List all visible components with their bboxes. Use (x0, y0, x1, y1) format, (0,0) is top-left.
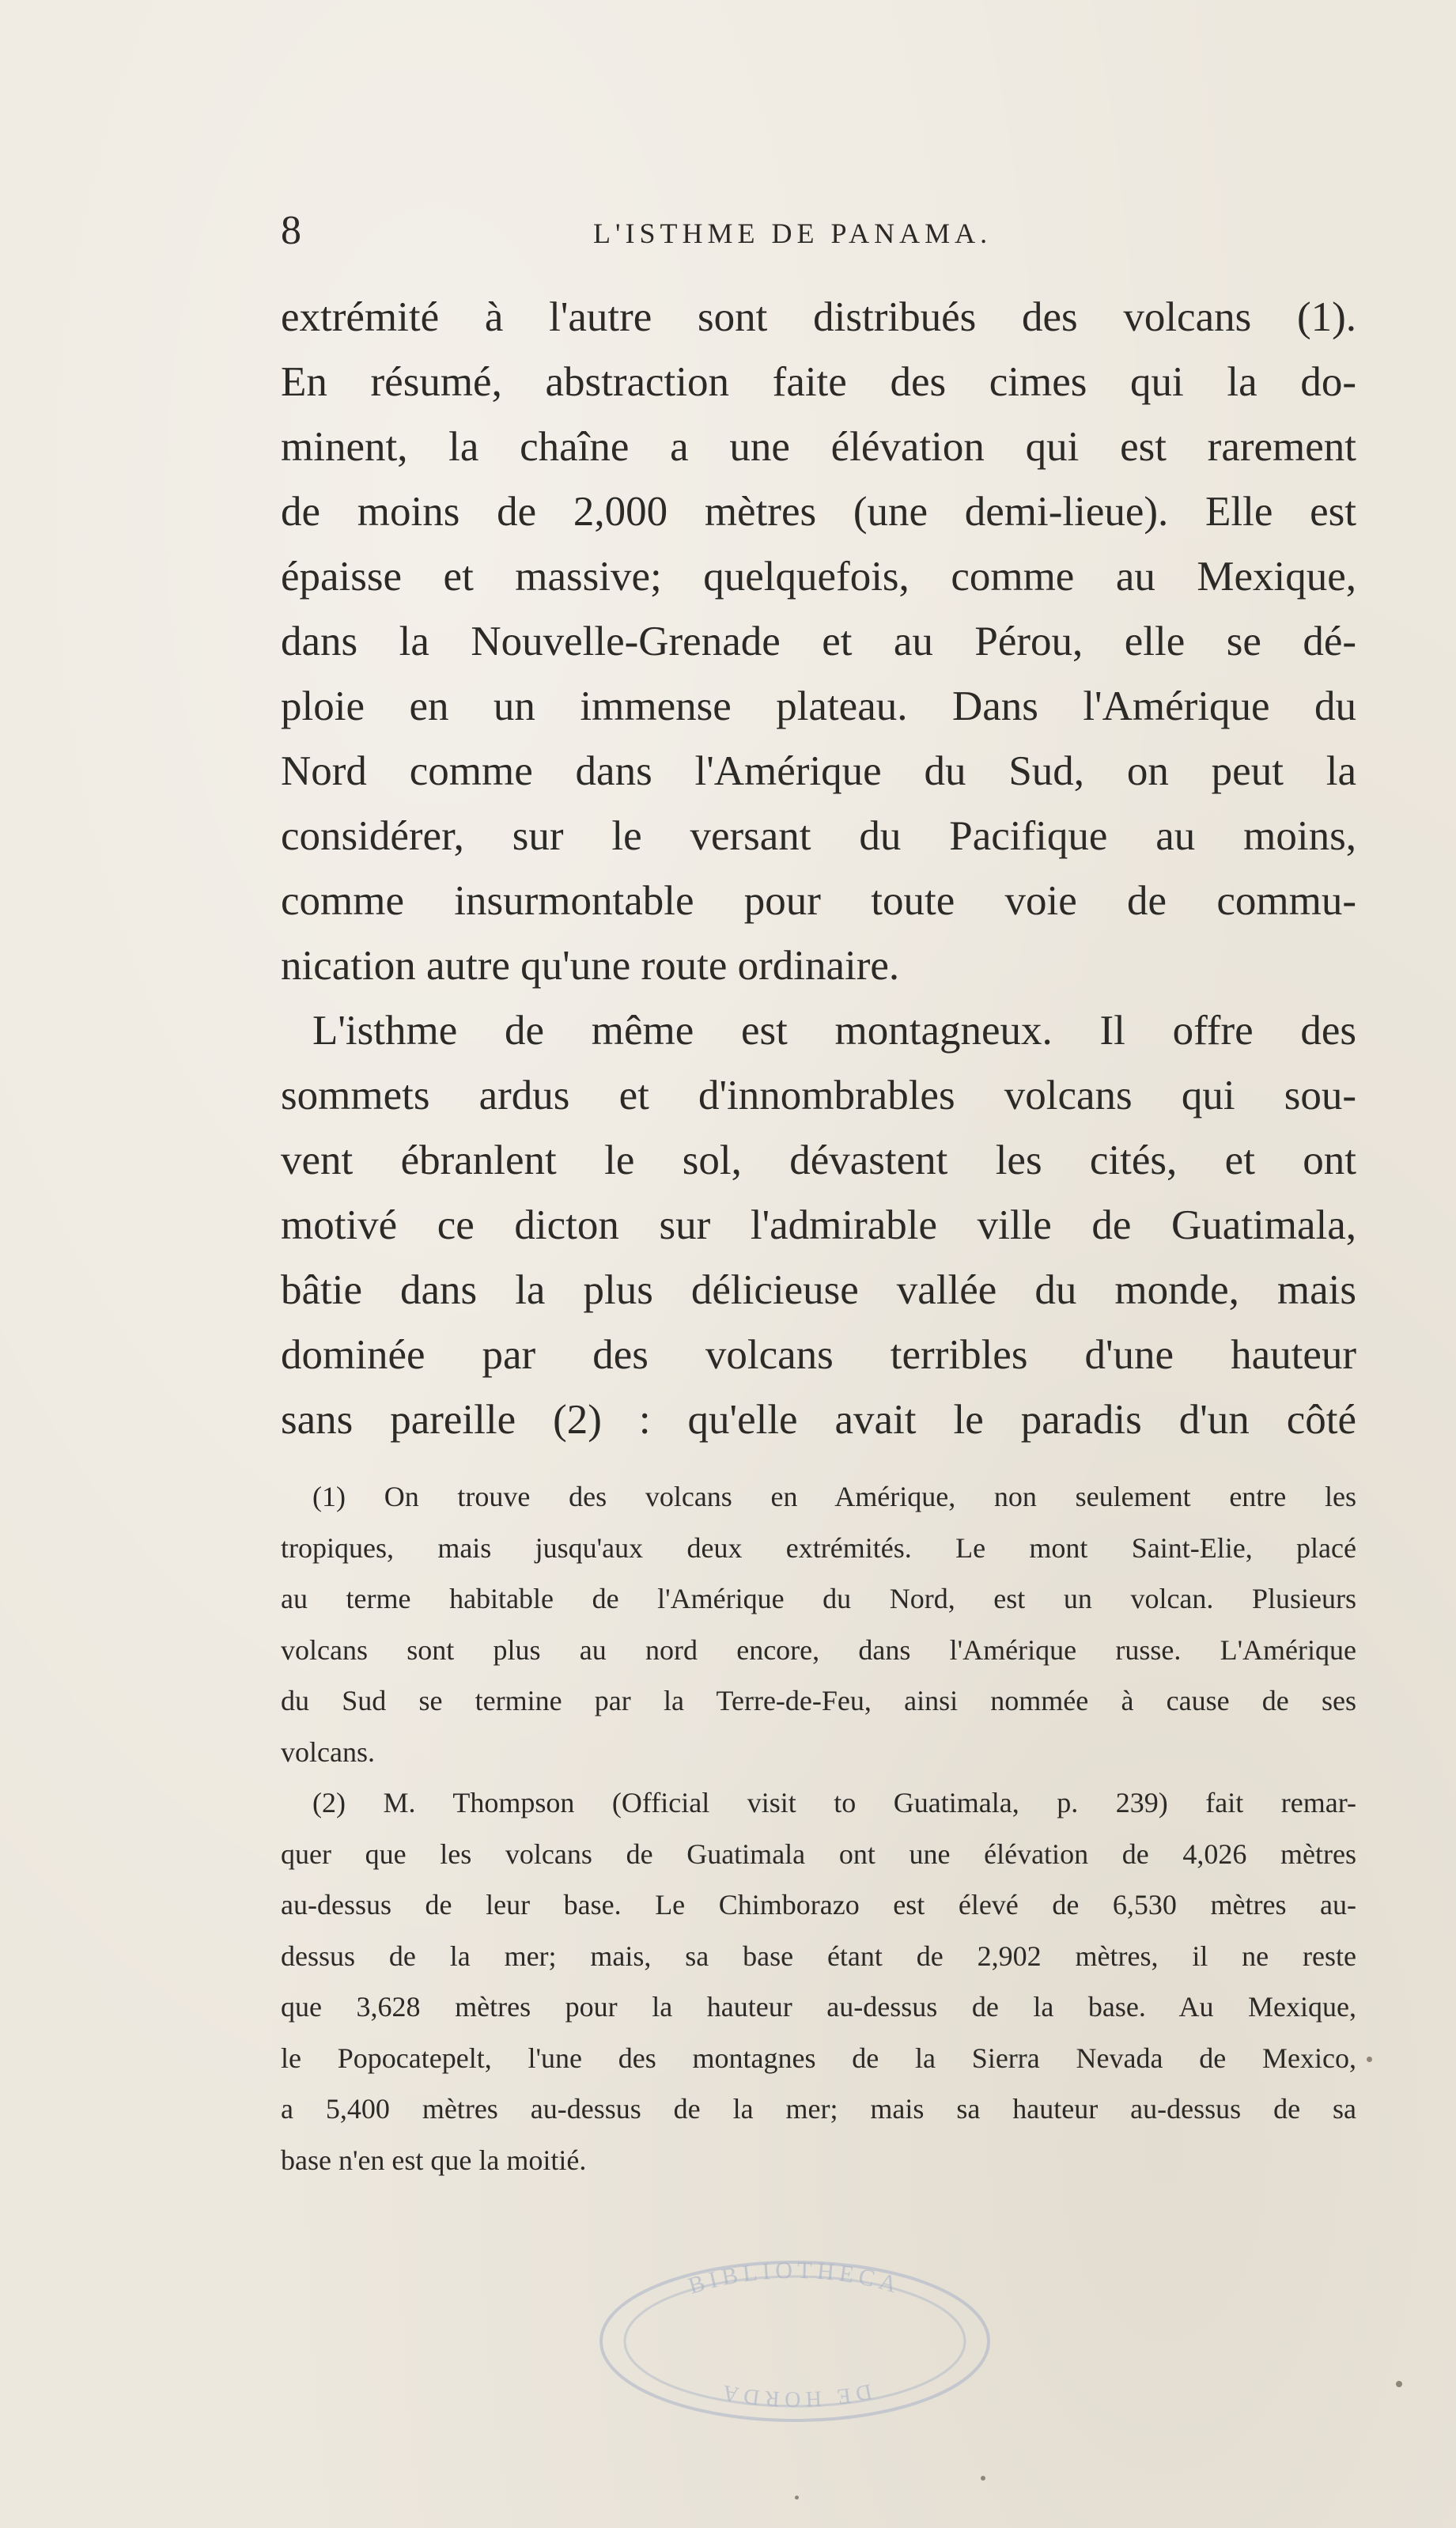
page-header (281, 207, 1356, 263)
stamp-text-top: BIBLIOTHECA (685, 2257, 905, 2299)
body-line: épaisse et massive; quelquefois, comme au Mexique, (281, 554, 1356, 600)
library-stamp (585, 2246, 1004, 2428)
body-line: motivé ce dicton sur l'admirable ville de Guatimala, (281, 1202, 1356, 1248)
footnote-line: tropiques, mais jusqu'aux deux extrémités. Le mont Saint-Elie, placé (281, 1531, 1356, 1564)
footnote-line: (2) M. Thompson (Official visit to Guatimala, p. 239) fait remar- (312, 1787, 1356, 1818)
footnote-line: au-dessus de leur base. Le Chimborazo est élevé de 6,530 mètres au- (281, 1889, 1356, 1921)
body-line: En résumé, abstraction faite des cimes qui la do- (281, 359, 1356, 405)
body-line: sans pareille (2) : qu'elle avait le paradis d'un côté (281, 1397, 1356, 1443)
body-line: extrémité à l'autre sont distribués des volcans (1). (281, 294, 1356, 340)
page-number: 8 (281, 208, 302, 253)
body-line: de moins de 2,000 mètres (une demi-lieue). Elle est (281, 489, 1356, 535)
footnote-line: du Sud se termine par la Terre-de-Feu, ainsi nommée à cause de ses (281, 1685, 1356, 1716)
footnote-line: le Popocatepelt, l'une des montagnes de la Sierra Nevada de Mexico, (281, 2042, 1356, 2074)
footnote-line: volcans. (281, 1735, 375, 1768)
body-line: bâtie dans la plus délicieuse vallée du monde, mais (281, 1267, 1356, 1313)
footnote-line: au terme habitable de l'Amérique du Nord, est un volcan. Plusieurs (281, 1583, 1356, 1614)
footnote-line: a 5,400 mètres au-dessus de la mer; mais sa hauteur au-dessus de sa (281, 2093, 1356, 2125)
body-line: minent, la chaîne a une élévation qui est rarement (281, 424, 1356, 470)
body-line: nication autre qu'une route ordinaire. (281, 943, 900, 989)
stamp-text-bottom: DE HORDA (716, 2379, 874, 2412)
body-line: L'isthme de même est montagneux. Il offre des (312, 1008, 1356, 1054)
footnote-line: volcans sont plus au nord encore, dans l'Amérique russe. L'Amérique (281, 1633, 1356, 1666)
body-line: considérer, sur le versant du Pacifique au moins, (281, 813, 1356, 859)
footnote-line: que 3,628 mètres pour la hauteur au-dessus de la base. Au Mexique, (281, 1991, 1356, 2023)
body-line: ploie en un immense plateau. Dans l'Amérique du (281, 683, 1356, 729)
body-line: Nord comme dans l'Amérique du Sud, on peut la (281, 748, 1356, 794)
paper-speck (1396, 2381, 1402, 2387)
footnote-line: base n'en est que la moitié. (281, 2144, 587, 2176)
footnotes (281, 1471, 1356, 2186)
body-text (281, 285, 1356, 1452)
footnote-line: (1) On trouve des volcans en Amérique, non seulement entre les (312, 1481, 1356, 1512)
body-line: vent ébranlent le sol, dévastent les cités, et ont (281, 1137, 1356, 1183)
footnote-1 (281, 1471, 1356, 1777)
body-line: dans la Nouvelle-Grenade et au Pérou, elle se dé- (281, 619, 1356, 664)
body-line: dominée par des volcans terribles d'une hauteur (281, 1332, 1356, 1378)
running-title: L'ISTHME DE PANAMA. (593, 218, 993, 249)
footnote-line: dessus de la mer; mais, sa base étant de 2,902 mètres, il ne reste (281, 1940, 1356, 1972)
paper-speck (1367, 2057, 1372, 2062)
paper-speck (981, 2476, 985, 2481)
body-line: sommets ardus et d'innombrables volcans qui sou- (281, 1073, 1356, 1118)
footnote-line: quer que les volcans de Guatimala ont une élévation de 4,026 mètres (281, 1837, 1356, 1870)
body-line: comme insurmontable pour toute voie de commu- (281, 878, 1356, 924)
paper-speck (795, 2496, 799, 2500)
footnote-2 (281, 1777, 1356, 2186)
